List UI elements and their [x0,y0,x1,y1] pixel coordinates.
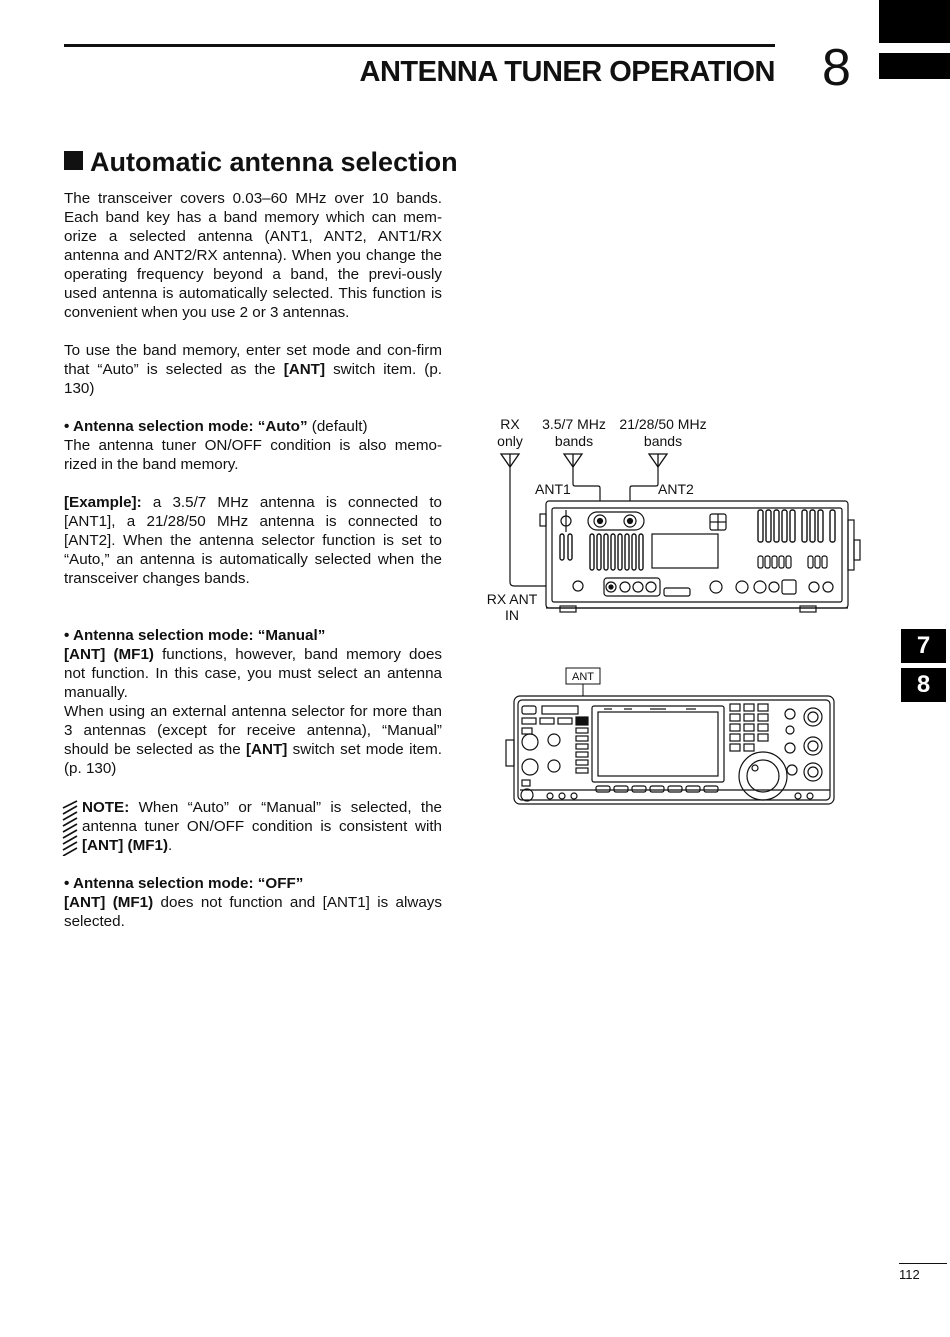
ant-key-label: [ANT] [283,361,326,378]
ant-mf1-key-label: [ANT] (MF1) [64,646,154,663]
band-memory-text [64,341,442,398]
auto-default-label: (default) [307,418,368,435]
text-span: To use the band memory, enter set mode and con-firm that “Auto” is selected as the [64,342,442,378]
band2-bands-label: bands [643,433,683,449]
antenna-icon [649,454,667,467]
chapter-title: ANTENNA TUNER OPERATION [359,56,775,88]
text-span: When “Auto” or “Manual” is selected, the antenna tuner ON/OFF condition is consistent with [82,799,442,835]
section-title: Automatic antenna selection [90,147,458,177]
manual-mode-text-2 [64,702,442,778]
example-label: [Example]: [64,494,142,511]
band1-bands-label: bands [554,433,594,449]
example-block [64,493,442,588]
rx-label: RX [500,416,520,432]
ant-mf1-key-label: [ANT] (MF1) [82,837,169,854]
auto-mode-text: The antenna tuner ON/OFF condition is also memo-rized in the band memory. [64,437,442,473]
paragraph-band-memory [64,341,442,398]
corner-tab [879,0,950,43]
rx-ant-in-label: IN [505,607,519,623]
example-text [64,493,442,588]
header-rule [64,44,775,47]
side-tab-8[interactable]: 8 [901,668,946,702]
off-mode-text [64,893,442,931]
ant-mf1-key-label: [ANT] (MF1) [64,894,154,911]
auto-mode-title: • Antenna selection mode: “Auto” [64,418,308,435]
note-icon [62,800,78,856]
text-span: does not function and [ANT1] is always selected. [64,894,442,930]
text-span: functions, however, band memory does not function. In this case, you must select an antenna manually. [64,646,442,701]
antenna-icon [564,454,582,467]
side-tab-7[interactable]: 7 [901,629,946,663]
note-label: NOTE: [82,799,130,816]
text-span: switch item. (p. 130) [64,361,442,397]
intro-text: The transceiver covers 0.03–60 MHz over 10 bands. Each band key has a band memory which can mem-orize a selected antenna (ANT1, ANT2, ANT1/RX antenna and ANT2/RX antenna). When you change the operating frequency beyond a band, the previ-ously used antenna is automatically selected. This function is convenient when you use 2 or 3 antennas. [64,190,442,321]
auto-mode-block [64,417,442,474]
text-span: switch set mode item. (p. 130) [64,741,442,777]
corner-tab [879,53,950,79]
manual-mode-text [64,645,442,702]
auto-mode-heading [64,417,442,436]
ant2-label: ANT2 [658,481,694,497]
section-heading [64,145,458,179]
ant1-label: ANT1 [535,481,571,497]
chapter-number: 8 [822,39,851,97]
rx-ant-label: RX ANT [486,591,538,607]
transceiver-front-panel [506,696,834,804]
transceiver-rear-panel [540,501,860,612]
antenna-icon [501,454,519,467]
ant-key-callout-label: ANT [572,671,594,683]
text-span: a 3.5/7 MHz antenna is connected to [ANT1], a 21/28/50 MHz antenna is connected to [ANT2]. When the antenna selector function is set to “Auto,” an antenna is automatically selected when the transceiver changes bands. [64,494,442,587]
manual-mode-title: • Antenna selection mode: “Manual” [64,627,326,644]
text-span: When using an external antenna selector for more than 3 antennas (except for receive antenna), “Manual” should be selected as the [64,703,442,758]
square-bullet-icon [64,151,83,170]
text-span: . [168,837,173,854]
paragraph-intro [64,189,442,322]
ant-key-label: [ANT] [246,741,288,758]
page-number-rule [899,1263,947,1264]
page-number: 112 [899,1267,920,1282]
rx-only-label: only [497,433,523,449]
note-block [82,798,442,855]
manual-mode-block [64,626,442,778]
band1-label: 3.5/7 MHz [542,416,606,432]
off-mode-title: • Antenna selection mode: “OFF” [64,875,304,892]
off-mode-block [64,874,442,931]
band2-label: 21/28/50 MHz [619,416,707,432]
antenna-connection-diagram [480,410,865,810]
